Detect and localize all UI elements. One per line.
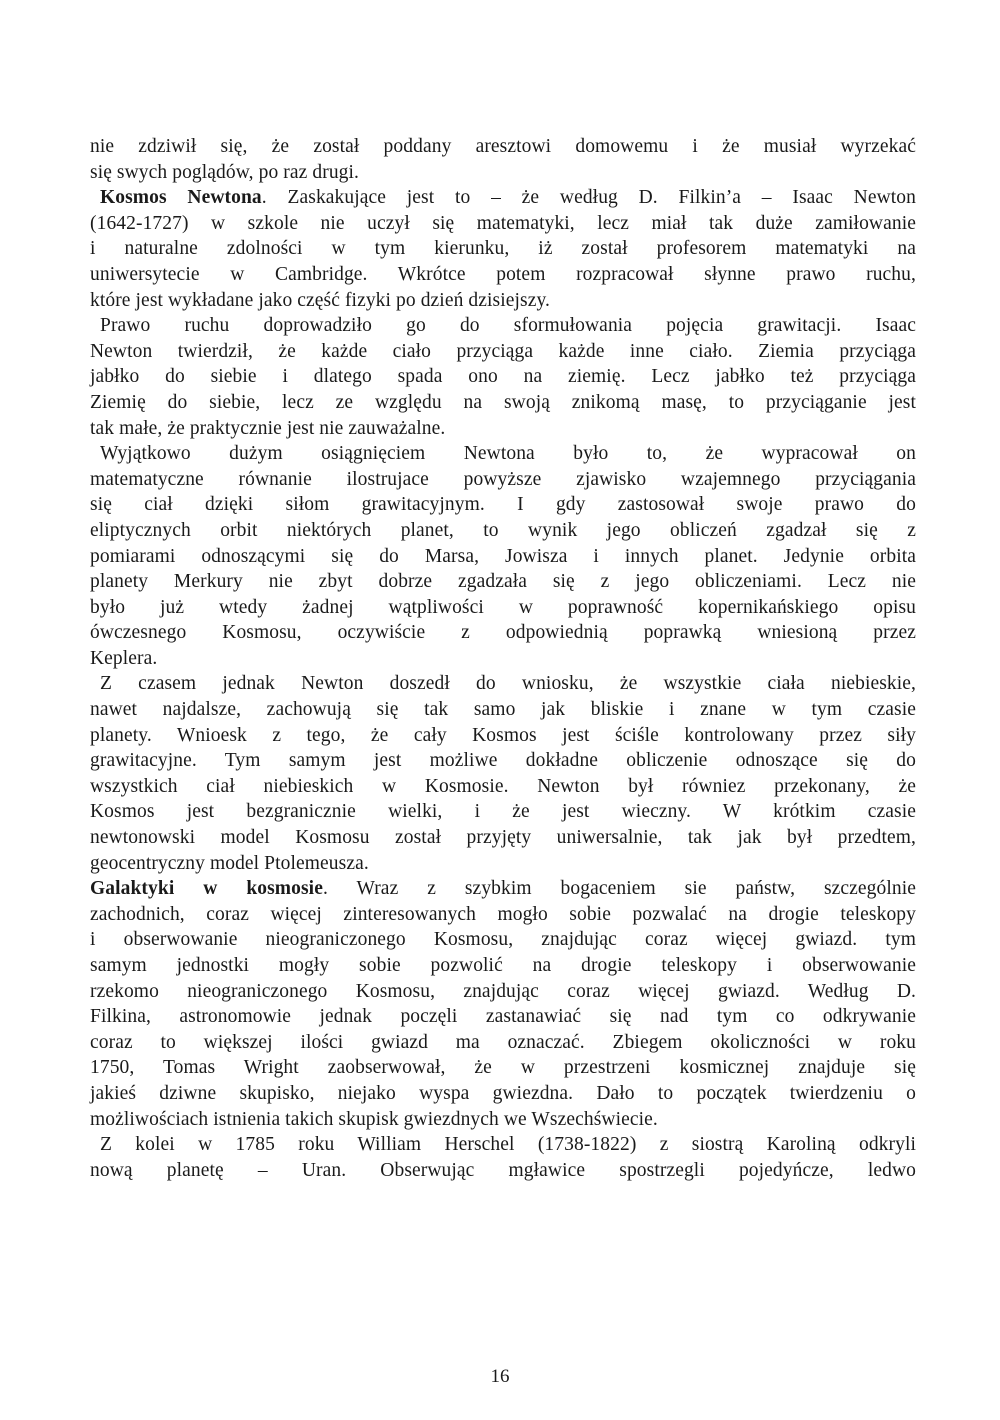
line-text: Ziemię do siebie, lecz ze względu na swoją znikomą masę, to przyciąganie jest [90,391,916,413]
line-text: było już wtedy żadnej wątpliwości w poprawność kopernikańskiego opisu [90,596,916,618]
text-line [90,979,916,1005]
line-text: jakieś dziwne skupisko, niejako wyspa gwiezdna. Dało to początek twierdzeniu o [90,1082,916,1104]
line-text: Filkina, astronomowie jednak poczęli zastanawiać się nad tym co odkrywanie [90,1006,916,1028]
text-line [90,569,916,595]
text-line [90,927,916,953]
text-line [90,876,916,902]
line-text: Keplera. [90,647,158,669]
line-text: planety Merkury nie zbyt dobrze zgadzała się z jego obliczeniami. Lecz nie [90,571,916,593]
line-text: Z kolei w 1785 roku William Herschel (1738-1822) z siostrą Karoliną odkryli [100,1134,916,1156]
line-text: grawitacyjne. Tym samym jest możliwe dokładne obliczenie odnoszące się do [90,750,916,772]
text-line [90,364,916,390]
text-line [90,620,916,646]
line-text: . Zaskakujące jest to – że według D. Filkin’a – Isaac Newton [261,187,916,209]
text-line [90,953,916,979]
text-line [90,211,916,237]
line-text: rzekomo nieograniczonego Kosmosu, znajdując coraz więcej gwiazd. Według D. [90,980,916,1002]
text-line [90,236,916,262]
line-text: i naturalne zdolności w tym kierunku, iż został profesorem matematyki na [90,238,916,260]
text-line [90,441,916,467]
text-line [90,748,916,774]
line-text: zachodnich, coraz więcej zinteresowanych mogło sobie pozwalać na drogie teleskopy [90,903,916,925]
text-line [90,134,916,160]
text-line [90,185,916,211]
text-line [90,416,916,442]
text-line [90,492,916,518]
line-text: 1750, Tomas Wright zaobserwował, że w przestrzeni kosmicznej znajduje się [90,1057,916,1079]
text-line [90,518,916,544]
text-line [90,825,916,851]
line-text: ówczesnego Kosmosu, oczywiście z odpowiednią poprawką wniesioną przez [90,622,916,644]
line-text: Newton twierdził, że każde ciało przyciąga każde inne ciało. Ziemia przyciąga [90,340,916,362]
text-line [90,339,916,365]
text-line [90,595,916,621]
line-text: matematyczne równanie ilostrujace powyższe zjawisko wzajemnego przyciągania [90,468,916,490]
text-line [90,288,916,314]
line-text: i obserwowanie nieograniczonego Kosmosu, znajdując coraz więcej gwiazd. tym [90,929,916,951]
line-text: wszystkich ciał niebieskich w Kosmosie. Newton był równiez przekonany, że [90,775,916,797]
text-line [90,1055,916,1081]
text-line [90,902,916,928]
text-line [90,774,916,800]
line-text: planety. Wnioesk z tego, że cały Kosmos jest ściśle kontrolowany przez siły [90,724,916,746]
line-text: tak małe, że praktycznie jest nie zauważalne. [90,417,446,439]
line-text: Wyjątkowo dużym osiągnięciem Newtona było to, że wypracował on [100,443,916,465]
text-line [90,697,916,723]
line-text: Z czasem jednak Newton doszedł do wniosku, że wszystkie ciała niebieskie, [100,673,916,695]
text-line [90,1081,916,1107]
text-line [90,262,916,288]
line-text: jabłko do siebie i dlatego spada ono na ziemię. Lecz jabłko też przyciąga [90,366,916,388]
section-heading: Galaktyki w kosmosie [90,878,323,900]
text-line [90,1158,916,1184]
line-text: możliwościach istnienia takich skupisk gwiezdnych we Wszechświecie. [90,1108,658,1130]
line-text: które jest wykładane jako część fizyki po dzień dzisiejszy. [90,289,551,311]
text-line [90,671,916,697]
text-line [90,1030,916,1056]
text-line [90,799,916,825]
text-line [90,313,916,339]
line-text: eliptycznych orbit niektórych planet, to wynik jego obliczeń zgadzał się z [90,519,916,541]
line-text: . Wraz z szybkim bogaceniem sie państw, szczególnie [322,878,917,900]
text-line [90,851,916,877]
text-line [90,1132,916,1158]
line-text: newtonowski model Kosmosu został przyjęty uniwersalnie, tak jak był przedtem, [90,827,916,849]
line-text: samym jednostki mogły sobie pozwolić na drogie teleskopy i obserwowanie [90,955,916,976]
document-body [90,134,916,1183]
line-text: się swych poglądów, po raz drugi. [90,161,360,183]
line-text: (1642-1727) w szkole nie uczył się matematyki, lecz miał tak duże zamiłowanie [90,212,916,234]
line-text: się ciał dzięki siłom grawitacyjnym. I gdy zastosował swoje prawo do [90,494,916,516]
line-text: Prawo ruchu doprowadziło go do sformułowania pojęcia grawitacji. Isaac [100,315,916,337]
text-line [90,646,916,672]
line-text: pomiarami odnoszącymi się do Marsa, Jowisza i innych planet. Jedynie orbita [90,545,916,567]
text-line [90,390,916,416]
section-heading: Kosmos Newtona [100,187,262,209]
text-line [90,723,916,749]
line-text: uniwersytecie w Cambridge. Wkrótce potem rozpracował słynne prawo ruchu, [90,263,916,285]
text-line [90,467,916,493]
text-line [90,1107,916,1133]
text-line [90,1004,916,1030]
line-text: nową planetę – Uran. Obserwując mgławice spostrzegli pojedyńcze, ledwo [90,1159,916,1181]
line-text: coraz to większej ilości gwiazd ma oznaczać. Zbiegem okoliczności w roku [90,1031,916,1053]
line-text: nie zdziwił się, że został poddany aresztowi domowemu i że musiał wyrzekać [90,136,916,157]
line-text: Kosmos jest bezgranicznie wielki, i że jest wieczny. W krótkim czasie [90,801,916,823]
text-line [90,544,916,570]
page-number: 16 [490,1366,510,1387]
line-text: nawet najdalsze, zachowują się tak samo jak bliskie i znane w tym czasie [90,699,916,721]
text-line [90,160,916,186]
line-text: geocentryczny model Ptolemeusza. [90,852,369,874]
